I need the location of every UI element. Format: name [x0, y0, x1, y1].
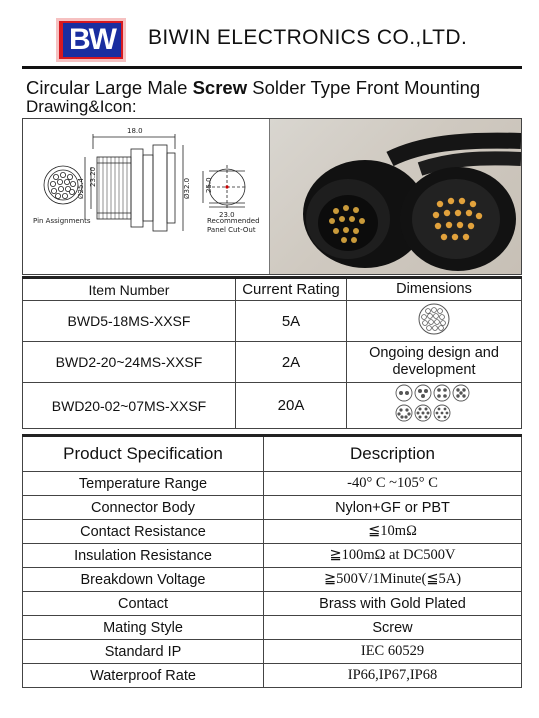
dimension-icon-cell [347, 383, 522, 429]
col-dimensions: Dimensions [347, 278, 522, 301]
spec-value-cell: Nylon+GF or PBT [264, 496, 522, 520]
spec-name-cell: Breakdown Voltage [23, 568, 264, 592]
product-photo-svg [270, 119, 521, 274]
models-header-row [23, 278, 522, 301]
pin-assignments-label: Pin Assignments [33, 217, 91, 225]
title-bold: Screw [192, 77, 248, 98]
dim-mid-label: Ø32.0 [183, 177, 191, 199]
item-number-cell: BWD2-20~24MS-XXSF [23, 342, 236, 383]
spec-name-cell: Connector Body [23, 496, 264, 520]
table-row [23, 342, 522, 383]
dim-top-label: 18.0 [127, 127, 143, 135]
table-row [23, 568, 522, 592]
table-row [23, 301, 522, 342]
col-item-number: Item Number [23, 278, 236, 301]
table-row [23, 640, 522, 664]
spec-value-cell: ≧100mΩ at DC500V [264, 544, 522, 568]
cutout-label-2: Panel Cut-Out [207, 226, 256, 234]
col-current-rating: Current Rating [236, 278, 347, 301]
table-row [23, 592, 522, 616]
spec-name-cell: Insulation Resistance [23, 544, 264, 568]
technical-drawing [23, 119, 270, 274]
spec-name-cell: Standard IP [23, 640, 264, 664]
header-divider [22, 66, 522, 69]
brand-logo [56, 18, 126, 62]
rating-cell: 5A [236, 301, 347, 342]
company-name: BIWIN ELECTRONICS CO.,LTD. [148, 26, 468, 49]
table-row [23, 472, 522, 496]
table-row [23, 616, 522, 640]
spec-name-cell: Contact Resistance [23, 520, 264, 544]
spec-value-cell: IEC 60529 [264, 640, 522, 664]
table-row [23, 496, 522, 520]
spec-name-cell: Waterproof Rate [23, 664, 264, 688]
dimension-text-cell: Ongoing design and development [347, 342, 522, 383]
spec-value-cell: ≧500V/1Minute(≦5A) [264, 568, 522, 592]
spec-name-cell: Mating Style [23, 616, 264, 640]
spec-value-cell: -40° C ~105° C [264, 472, 522, 496]
page-title [26, 77, 480, 99]
spec-table [22, 434, 522, 688]
dim-cut-w-label: 23.0 [219, 211, 235, 219]
rating-cell: 20A [236, 383, 347, 429]
connector-18pin-icon [414, 302, 454, 336]
title-prefix: Circular Large Male [26, 77, 193, 98]
col-description: Description [264, 436, 522, 472]
item-number-cell: BWD20-02~07MS-XXSF [23, 383, 236, 429]
col-product-specification: Product Specification [23, 436, 264, 472]
connector-variants-icon [393, 383, 475, 423]
title-suffix: Solder Type Front Mounting [247, 77, 481, 98]
spec-header-row [23, 436, 522, 472]
dimension-icon-cell [347, 301, 522, 342]
rating-cell: 2A [236, 342, 347, 383]
dim-inner-label: 23.20 [89, 166, 97, 187]
logo-text: BW [63, 23, 121, 57]
product-photo [270, 119, 521, 274]
table-row [23, 383, 522, 429]
table-row [23, 664, 522, 688]
table-row [23, 544, 522, 568]
item-number-cell: BWD5-18MS-XXSF [23, 301, 236, 342]
spec-value-cell: ≦10mΩ [264, 520, 522, 544]
spec-value-cell: IP66,IP67,IP68 [264, 664, 522, 688]
dim-left-label: Ø25.4 [77, 177, 85, 199]
models-table [22, 276, 522, 429]
spec-name-cell: Temperature Range [23, 472, 264, 496]
dim-cut-h-label: 25.0 [205, 177, 213, 193]
spec-value-cell: Screw [264, 616, 522, 640]
table-row [23, 520, 522, 544]
spec-value-cell: Brass with Gold Plated [264, 592, 522, 616]
section-subtitle: Drawing&Icon: [26, 97, 137, 116]
spec-name-cell: Contact [23, 592, 264, 616]
technical-drawing-svg [23, 119, 269, 274]
cutout-label-1: Recommended [207, 217, 260, 225]
